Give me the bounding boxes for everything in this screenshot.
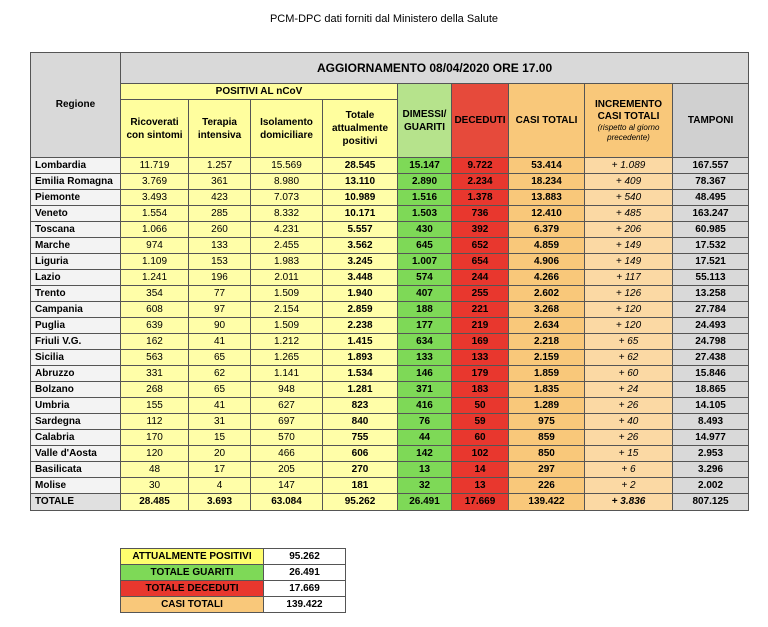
cell-isolamento: 2.011 xyxy=(251,270,323,286)
header-casi-totali: CASI TOTALI xyxy=(509,84,585,158)
cell-isolamento: 2.455 xyxy=(251,238,323,254)
cell-tamponi: 60.985 xyxy=(673,222,749,238)
cell-ricoverati: 3.493 xyxy=(121,190,189,206)
cell-regione: Marche xyxy=(31,238,121,254)
cell-terapia: 17 xyxy=(189,462,251,478)
cell-deceduti: 2.234 xyxy=(452,174,509,190)
cell-dimessi: 177 xyxy=(398,318,452,334)
summary-label: TOTALE GUARITI xyxy=(121,565,264,581)
cell-ricoverati: 1.109 xyxy=(121,254,189,270)
cell-tamponi: 8.493 xyxy=(673,414,749,430)
cell-regione: Liguria xyxy=(31,254,121,270)
cell-casi: 13.883 xyxy=(509,190,585,206)
header-positivi-group: POSITIVI AL nCoV xyxy=(121,84,398,100)
cell-ricoverati: 30 xyxy=(121,478,189,494)
table-row xyxy=(31,430,749,446)
cell-incremento: + 540 xyxy=(585,190,673,206)
cell-deceduti: 221 xyxy=(452,302,509,318)
cell-regione: Sicilia xyxy=(31,350,121,366)
cell-regione: Campania xyxy=(31,302,121,318)
header-dimessi: DIMESSI/ GUARITI xyxy=(398,84,452,158)
document-title: PCM-DPC dati forniti dal Ministero della Salute xyxy=(269,13,499,25)
cell-tamponi: 24.493 xyxy=(673,318,749,334)
table-row xyxy=(31,446,749,462)
summary-label: ATTUALMENTE POSITIVI xyxy=(121,549,264,565)
table-row xyxy=(31,190,749,206)
cell-deceduti: 102 xyxy=(452,446,509,462)
cell-deceduti: 59 xyxy=(452,414,509,430)
cell-tamponi: 14.105 xyxy=(673,398,749,414)
cell-totale: 10.171 xyxy=(323,206,398,222)
cell-terapia: 285 xyxy=(189,206,251,222)
cell-regione: Trento xyxy=(31,286,121,302)
cell-incremento: + 26 xyxy=(585,398,673,414)
header-incremento-label: INCREMENTO CASI TOTALI xyxy=(594,98,663,122)
cell-ricoverati: 1.241 xyxy=(121,270,189,286)
cell-dimessi: 133 xyxy=(398,350,452,366)
cell-totale: 3.245 xyxy=(323,254,398,270)
summary-row xyxy=(121,597,346,613)
cell-ricoverati: 11.719 xyxy=(121,158,189,174)
cell-isolamento: 697 xyxy=(251,414,323,430)
cell-dimessi: 13 xyxy=(398,462,452,478)
header-deceduti: DECEDUTI xyxy=(452,84,509,158)
table-row xyxy=(31,254,749,270)
cell-totale: 1.415 xyxy=(323,334,398,350)
cell-dimessi: 44 xyxy=(398,430,452,446)
cell-deceduti: 652 xyxy=(452,238,509,254)
cell-casi: 1.859 xyxy=(509,366,585,382)
cell-terapia: 90 xyxy=(189,318,251,334)
cell-terapia: 361 xyxy=(189,174,251,190)
cell-tamponi: 163.247 xyxy=(673,206,749,222)
table-row xyxy=(31,382,749,398)
cell-ricoverati: 170 xyxy=(121,430,189,446)
cell-tamponi: 17.532 xyxy=(673,238,749,254)
cell-isolamento: 147 xyxy=(251,478,323,494)
table-row xyxy=(31,414,749,430)
cell-ricoverati: 120 xyxy=(121,446,189,462)
table-row xyxy=(31,334,749,350)
cell-deceduti: 219 xyxy=(452,318,509,334)
cell-casi: 4.906 xyxy=(509,254,585,270)
cell-isolamento: 4.231 xyxy=(251,222,323,238)
cell-totale: 606 xyxy=(323,446,398,462)
cell-deceduti: 133 xyxy=(452,350,509,366)
cell-casi: 226 xyxy=(509,478,585,494)
cell-isolamento: 15.569 xyxy=(251,158,323,174)
header-incremento-sub: (rispetto al giorno precedente) xyxy=(597,122,660,142)
cell-ricoverati: 155 xyxy=(121,398,189,414)
cell-isolamento: 8.332 xyxy=(251,206,323,222)
cell-isolamento: 8.980 xyxy=(251,174,323,190)
cell-terapia: 1.257 xyxy=(189,158,251,174)
cell-dimessi: 188 xyxy=(398,302,452,318)
total-cell-isolamento: 63.084 xyxy=(251,494,323,511)
cell-regione: Valle d'Aosta xyxy=(31,446,121,462)
header-ricoverati: Ricoverati con sintomi xyxy=(121,100,189,158)
cell-casi: 53.414 xyxy=(509,158,585,174)
cell-totale: 2.859 xyxy=(323,302,398,318)
table-row xyxy=(31,286,749,302)
cell-casi: 2.159 xyxy=(509,350,585,366)
cell-casi: 297 xyxy=(509,462,585,478)
cell-regione: Molise xyxy=(31,478,121,494)
total-cell-deceduti: 17.669 xyxy=(452,494,509,511)
cell-regione: Bolzano xyxy=(31,382,121,398)
total-cell-ricoverati: 28.485 xyxy=(121,494,189,511)
cell-dimessi: 371 xyxy=(398,382,452,398)
cell-totale: 1.534 xyxy=(323,366,398,382)
cell-dimessi: 15.147 xyxy=(398,158,452,174)
cell-regione: Puglia xyxy=(31,318,121,334)
cell-terapia: 196 xyxy=(189,270,251,286)
cell-totale: 755 xyxy=(323,430,398,446)
cell-regione: Abruzzo xyxy=(31,366,121,382)
cell-incremento: + 24 xyxy=(585,382,673,398)
cell-regione: Umbria xyxy=(31,398,121,414)
cell-casi: 975 xyxy=(509,414,585,430)
cell-dimessi: 1.503 xyxy=(398,206,452,222)
cell-tamponi: 48.495 xyxy=(673,190,749,206)
cell-casi: 859 xyxy=(509,430,585,446)
cell-tamponi: 2.002 xyxy=(673,478,749,494)
cell-regione: Basilicata xyxy=(31,462,121,478)
cell-tamponi: 18.865 xyxy=(673,382,749,398)
cell-tamponi: 15.846 xyxy=(673,366,749,382)
table-row xyxy=(31,302,749,318)
cell-terapia: 65 xyxy=(189,382,251,398)
cell-totale: 1.893 xyxy=(323,350,398,366)
cell-deceduti: 1.378 xyxy=(452,190,509,206)
cell-terapia: 41 xyxy=(189,398,251,414)
cell-casi: 2.602 xyxy=(509,286,585,302)
summary-value: 95.262 xyxy=(264,549,346,565)
cell-terapia: 41 xyxy=(189,334,251,350)
cell-regione: Friuli V.G. xyxy=(31,334,121,350)
cell-isolamento: 205 xyxy=(251,462,323,478)
cell-dimessi: 645 xyxy=(398,238,452,254)
cell-totale: 3.448 xyxy=(323,270,398,286)
cell-isolamento: 466 xyxy=(251,446,323,462)
cell-deceduti: 169 xyxy=(452,334,509,350)
cell-totale: 181 xyxy=(323,478,398,494)
cell-incremento: + 62 xyxy=(585,350,673,366)
cell-casi: 2.218 xyxy=(509,334,585,350)
cell-regione: Toscana xyxy=(31,222,121,238)
cell-casi: 850 xyxy=(509,446,585,462)
cell-terapia: 31 xyxy=(189,414,251,430)
cell-casi: 3.268 xyxy=(509,302,585,318)
cell-incremento: + 149 xyxy=(585,254,673,270)
table-row xyxy=(31,318,749,334)
cell-totale: 1.281 xyxy=(323,382,398,398)
cell-dimessi: 416 xyxy=(398,398,452,414)
cell-ricoverati: 639 xyxy=(121,318,189,334)
cell-incremento: + 1.089 xyxy=(585,158,673,174)
header-aggiornamento: AGGIORNAMENTO 08/04/2020 ORE 17.00 xyxy=(121,53,749,84)
total-cell-dimessi: 26.491 xyxy=(398,494,452,511)
cell-casi: 1.289 xyxy=(509,398,585,414)
cell-dimessi: 142 xyxy=(398,446,452,462)
cell-deceduti: 255 xyxy=(452,286,509,302)
cell-casi: 6.379 xyxy=(509,222,585,238)
cell-incremento: + 60 xyxy=(585,366,673,382)
cell-deceduti: 50 xyxy=(452,398,509,414)
table-row xyxy=(31,238,749,254)
cell-ricoverati: 3.769 xyxy=(121,174,189,190)
cell-casi: 12.410 xyxy=(509,206,585,222)
cell-terapia: 20 xyxy=(189,446,251,462)
cell-tamponi: 2.953 xyxy=(673,446,749,462)
cell-deceduti: 392 xyxy=(452,222,509,238)
cell-deceduti: 13 xyxy=(452,478,509,494)
cell-deceduti: 736 xyxy=(452,206,509,222)
total-cell-totale: 95.262 xyxy=(323,494,398,511)
cell-regione: Piemonte xyxy=(31,190,121,206)
cell-incremento: + 120 xyxy=(585,302,673,318)
table-row xyxy=(31,222,749,238)
cell-incremento: + 6 xyxy=(585,462,673,478)
total-row xyxy=(31,494,749,511)
cell-casi: 2.634 xyxy=(509,318,585,334)
cell-dimessi: 1.516 xyxy=(398,190,452,206)
cell-ricoverati: 162 xyxy=(121,334,189,350)
cell-tamponi: 27.438 xyxy=(673,350,749,366)
table-row xyxy=(31,462,749,478)
cell-terapia: 15 xyxy=(189,430,251,446)
cell-dimessi: 1.007 xyxy=(398,254,452,270)
cell-tamponi: 14.977 xyxy=(673,430,749,446)
cell-isolamento: 1.983 xyxy=(251,254,323,270)
cell-casi: 4.266 xyxy=(509,270,585,286)
summary-label: CASI TOTALI xyxy=(121,597,264,613)
cell-incremento: + 485 xyxy=(585,206,673,222)
cell-dimessi: 32 xyxy=(398,478,452,494)
cell-casi: 1.835 xyxy=(509,382,585,398)
cell-casi: 18.234 xyxy=(509,174,585,190)
cell-incremento: + 149 xyxy=(585,238,673,254)
table-row xyxy=(31,366,749,382)
cell-incremento: + 120 xyxy=(585,318,673,334)
cell-ricoverati: 354 xyxy=(121,286,189,302)
cell-deceduti: 14 xyxy=(452,462,509,478)
cell-ricoverati: 563 xyxy=(121,350,189,366)
cell-totale: 840 xyxy=(323,414,398,430)
cell-ricoverati: 112 xyxy=(121,414,189,430)
cell-deceduti: 183 xyxy=(452,382,509,398)
cell-totale: 2.238 xyxy=(323,318,398,334)
cell-ricoverati: 1.066 xyxy=(121,222,189,238)
cell-ricoverati: 331 xyxy=(121,366,189,382)
summary-table xyxy=(120,548,346,613)
cell-regione: Veneto xyxy=(31,206,121,222)
cell-isolamento: 627 xyxy=(251,398,323,414)
table-row xyxy=(31,206,749,222)
cell-terapia: 65 xyxy=(189,350,251,366)
cell-isolamento: 570 xyxy=(251,430,323,446)
cell-deceduti: 9.722 xyxy=(452,158,509,174)
cell-tamponi: 13.258 xyxy=(673,286,749,302)
cell-regione: Lazio xyxy=(31,270,121,286)
header-totale-positivi: Totale attualmente positivi xyxy=(323,100,398,158)
cell-totale: 1.940 xyxy=(323,286,398,302)
table-row xyxy=(31,478,749,494)
cell-isolamento: 948 xyxy=(251,382,323,398)
cell-regione: Emilia Romagna xyxy=(31,174,121,190)
total-cell-incremento: + 3.836 xyxy=(585,494,673,511)
table-row xyxy=(31,174,749,190)
cell-totale: 823 xyxy=(323,398,398,414)
cell-terapia: 133 xyxy=(189,238,251,254)
cell-isolamento: 1.141 xyxy=(251,366,323,382)
total-cell-tamponi: 807.125 xyxy=(673,494,749,511)
total-cell-regione: TOTALE xyxy=(31,494,121,511)
cell-deceduti: 244 xyxy=(452,270,509,286)
cell-incremento: + 2 xyxy=(585,478,673,494)
cell-ricoverati: 1.554 xyxy=(121,206,189,222)
cell-totale: 13.110 xyxy=(323,174,398,190)
cell-totale: 5.557 xyxy=(323,222,398,238)
cell-totale: 10.989 xyxy=(323,190,398,206)
cell-deceduti: 60 xyxy=(452,430,509,446)
cell-isolamento: 1.265 xyxy=(251,350,323,366)
cell-incremento: + 15 xyxy=(585,446,673,462)
cell-ricoverati: 974 xyxy=(121,238,189,254)
cell-regione: Calabria xyxy=(31,430,121,446)
cell-terapia: 62 xyxy=(189,366,251,382)
cell-dimessi: 574 xyxy=(398,270,452,286)
summary-label: TOTALE DECEDUTI xyxy=(121,581,264,597)
summary-value: 26.491 xyxy=(264,565,346,581)
cell-dimessi: 407 xyxy=(398,286,452,302)
cell-isolamento: 1.509 xyxy=(251,318,323,334)
table-row xyxy=(31,158,749,174)
header-isolamento: Isolamento domiciliare xyxy=(251,100,323,158)
cell-isolamento: 7.073 xyxy=(251,190,323,206)
cell-incremento: + 409 xyxy=(585,174,673,190)
cell-tamponi: 78.367 xyxy=(673,174,749,190)
total-cell-terapia: 3.693 xyxy=(189,494,251,511)
cell-tamponi: 24.798 xyxy=(673,334,749,350)
cell-regione: Lombardia xyxy=(31,158,121,174)
cell-tamponi: 167.557 xyxy=(673,158,749,174)
table-row xyxy=(31,398,749,414)
cell-tamponi: 17.521 xyxy=(673,254,749,270)
cell-incremento: + 40 xyxy=(585,414,673,430)
cell-ricoverati: 48 xyxy=(121,462,189,478)
cell-ricoverati: 268 xyxy=(121,382,189,398)
table-row xyxy=(31,270,749,286)
summary-value: 17.669 xyxy=(264,581,346,597)
cell-tamponi: 55.113 xyxy=(673,270,749,286)
cell-incremento: + 126 xyxy=(585,286,673,302)
cell-totale: 270 xyxy=(323,462,398,478)
cell-dimessi: 634 xyxy=(398,334,452,350)
table-row xyxy=(31,350,749,366)
cell-dimessi: 2.890 xyxy=(398,174,452,190)
cell-totale: 28.545 xyxy=(323,158,398,174)
total-cell-casi: 139.422 xyxy=(509,494,585,511)
summary-row xyxy=(121,549,346,565)
header-incremento xyxy=(585,84,673,158)
cell-incremento: + 206 xyxy=(585,222,673,238)
cell-terapia: 260 xyxy=(189,222,251,238)
cell-isolamento: 1.509 xyxy=(251,286,323,302)
header-terapia: Terapia intensiva xyxy=(189,100,251,158)
cell-terapia: 77 xyxy=(189,286,251,302)
cell-terapia: 97 xyxy=(189,302,251,318)
summary-row xyxy=(121,565,346,581)
cell-dimessi: 430 xyxy=(398,222,452,238)
covid-regions-table xyxy=(30,52,749,511)
cell-tamponi: 27.784 xyxy=(673,302,749,318)
cell-totale: 3.562 xyxy=(323,238,398,254)
cell-ricoverati: 608 xyxy=(121,302,189,318)
cell-incremento: + 65 xyxy=(585,334,673,350)
cell-terapia: 4 xyxy=(189,478,251,494)
cell-dimessi: 146 xyxy=(398,366,452,382)
cell-casi: 4.859 xyxy=(509,238,585,254)
summary-row xyxy=(121,581,346,597)
cell-deceduti: 654 xyxy=(452,254,509,270)
cell-deceduti: 179 xyxy=(452,366,509,382)
cell-isolamento: 1.212 xyxy=(251,334,323,350)
cell-isolamento: 2.154 xyxy=(251,302,323,318)
cell-tamponi: 3.296 xyxy=(673,462,749,478)
cell-dimessi: 76 xyxy=(398,414,452,430)
header-regione: Regione xyxy=(31,53,121,158)
cell-incremento: + 117 xyxy=(585,270,673,286)
header-tamponi: TAMPONI xyxy=(673,84,749,158)
cell-terapia: 423 xyxy=(189,190,251,206)
summary-value: 139.422 xyxy=(264,597,346,613)
cell-incremento: + 26 xyxy=(585,430,673,446)
cell-terapia: 153 xyxy=(189,254,251,270)
cell-regione: Sardegna xyxy=(31,414,121,430)
